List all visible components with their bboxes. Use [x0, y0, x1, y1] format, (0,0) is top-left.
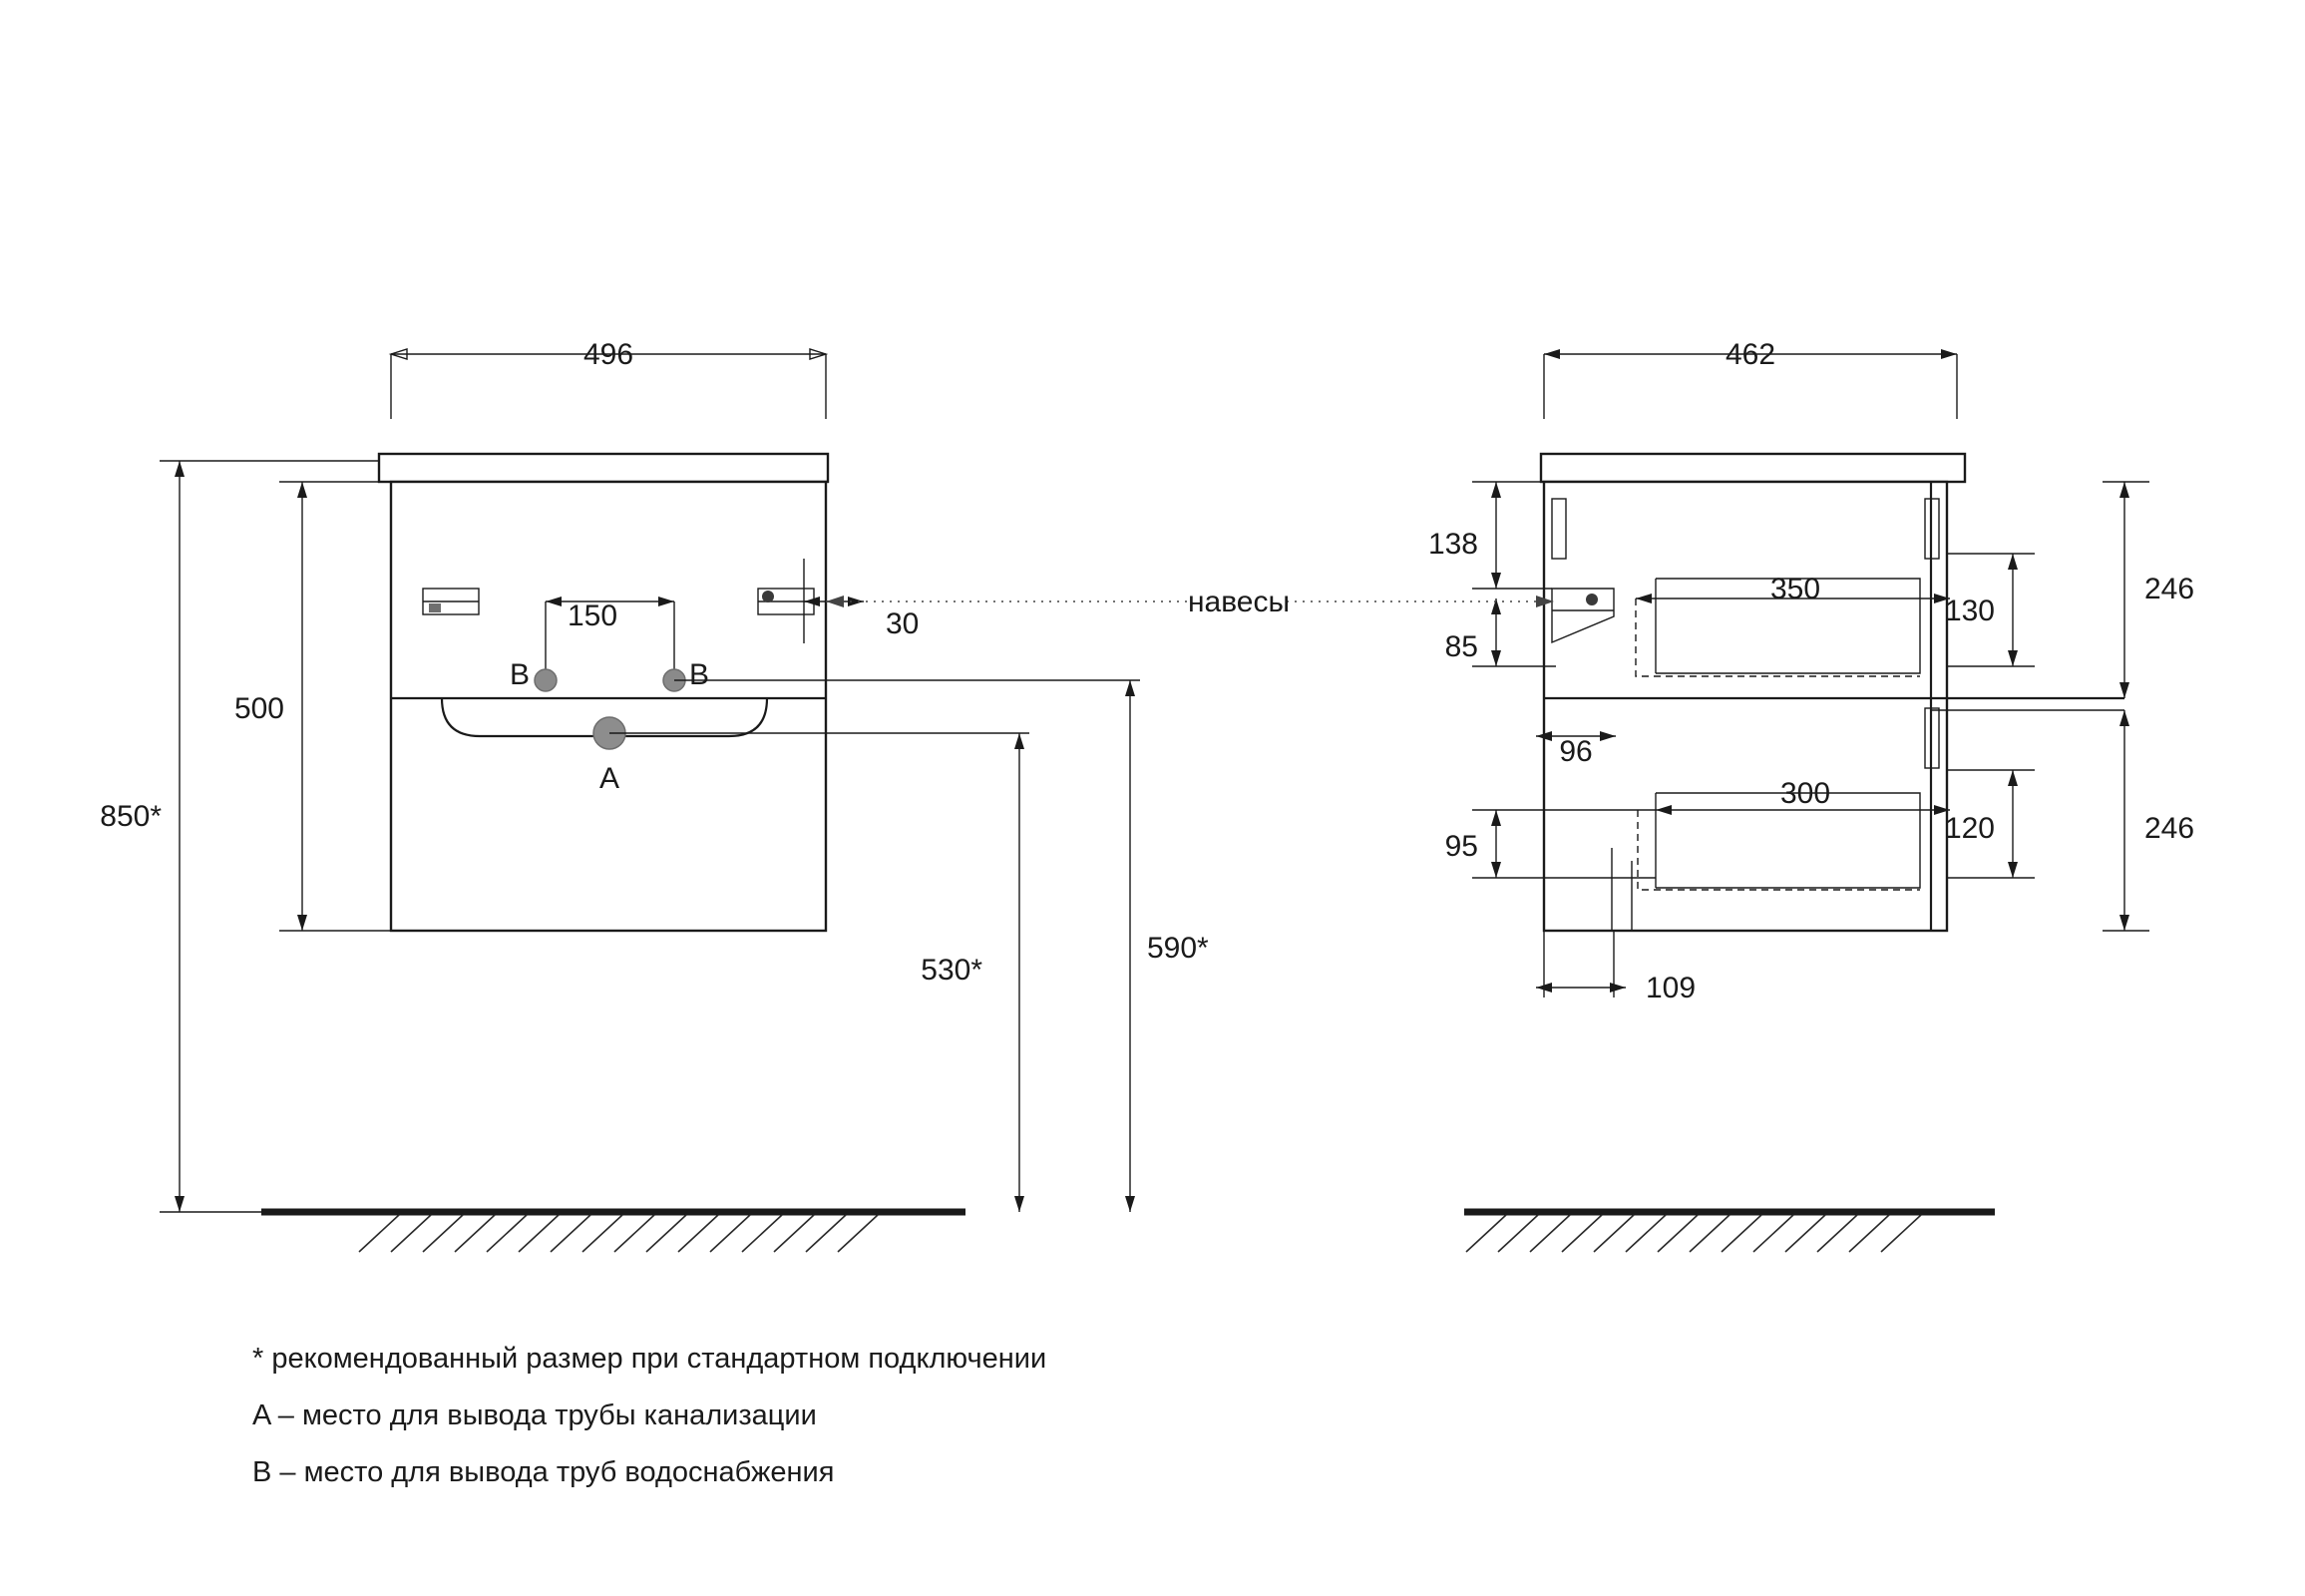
front-cabinet-body: [391, 482, 826, 931]
front-dim-496-label: 496: [582, 338, 634, 371]
side-dim-138: [1472, 482, 1552, 589]
front-dim-850: [160, 461, 379, 1212]
side-dim-109: [1536, 931, 1626, 998]
front-dim-500-label: 500: [233, 692, 284, 725]
front-dim-590: [1125, 680, 1135, 1212]
front-point-b-left: [535, 669, 557, 691]
front-dim-150-label: 150: [567, 599, 618, 632]
side-dim-130-label: 130: [1944, 595, 1995, 627]
front-countertop: [379, 454, 828, 482]
legend-line-3: B – место для вывода труб водоснабжения: [252, 1456, 835, 1488]
side-dim-109-label: 109: [1646, 972, 1697, 1004]
side-countertop: [1541, 454, 1965, 482]
front-dim-850-label: 850*: [100, 800, 162, 833]
front-label-b-right: B: [688, 658, 710, 691]
callout-navesy-label: навесы: [1187, 586, 1291, 618]
side-dim-120-label: 120: [1944, 812, 1995, 845]
front-label-a: A: [598, 762, 620, 795]
front-label-b-left: B: [509, 658, 531, 691]
front-view-group: [100, 349, 1209, 1252]
side-dim-246-top: [2103, 482, 2149, 698]
side-dim-350-label: 350: [1769, 573, 1821, 605]
side-dim-246-top-label: 246: [2144, 573, 2195, 605]
side-dim-138-label: 138: [1427, 528, 1478, 561]
front-dim-30-label: 30: [886, 607, 920, 640]
front-dim-530: [1014, 733, 1024, 1212]
side-dim-96-label: 96: [1559, 735, 1593, 768]
front-dim-500: [279, 482, 391, 931]
side-dim-95-label: 95: [1444, 830, 1478, 863]
legend-line-2: A – место для вывода трубы канализации: [252, 1399, 817, 1431]
side-view-group: [1428, 338, 2194, 1252]
side-dim-300-label: 300: [1779, 777, 1831, 810]
side-dim-246-bottom: [2103, 710, 2149, 931]
front-floor-hatch: [359, 1215, 878, 1252]
side-dim-462-label: 462: [1725, 338, 1776, 371]
side-dim-85-label: 85: [1444, 630, 1478, 663]
front-dim-590-label: 590*: [1147, 932, 1209, 965]
front-dim-530-label: 530*: [921, 954, 982, 987]
side-cabinet-body: [1544, 482, 1947, 931]
side-floor-hatch: [1466, 1215, 1921, 1252]
legend-line-1: * рекомендованный размер при стандартном подключении: [252, 1343, 1047, 1375]
side-dim-246-bottom-label: 246: [2144, 812, 2195, 845]
